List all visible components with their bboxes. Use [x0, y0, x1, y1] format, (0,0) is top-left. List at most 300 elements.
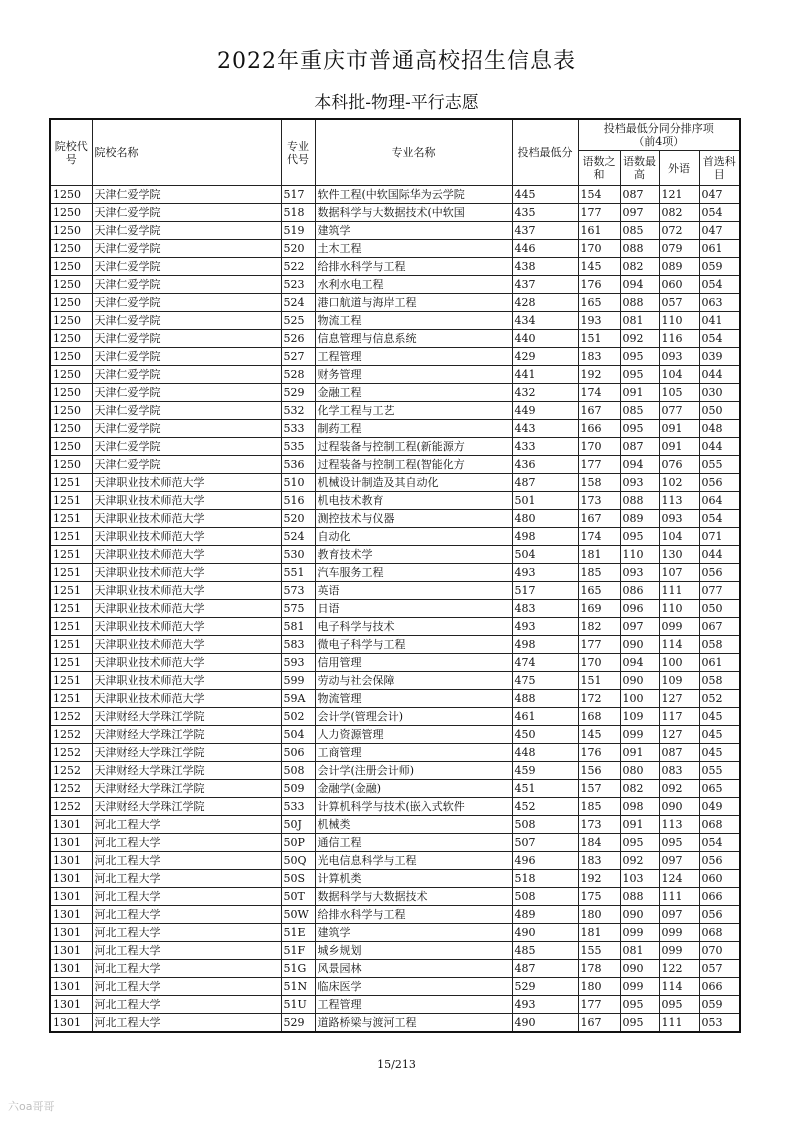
cell-foreign: 083 [659, 762, 699, 780]
cell-min-score: 490 [512, 924, 578, 942]
cell-major-code: 508 [281, 762, 315, 780]
cell-major-code: 50P [281, 834, 315, 852]
cell-chinese-math-max: 110 [620, 546, 659, 564]
cell-school-name: 天津财经大学珠江学院 [92, 708, 281, 726]
table-row [50, 258, 740, 276]
cell-school-name: 河北工程大学 [92, 960, 281, 978]
cell-chinese-math-sum: 167 [578, 1014, 620, 1033]
cell-foreign: 072 [659, 222, 699, 240]
table-row [50, 294, 740, 312]
cell-foreign: 104 [659, 366, 699, 384]
cell-major-code: 536 [281, 456, 315, 474]
cell-school-name: 天津仁爱学院 [92, 420, 281, 438]
cell-major-code: 51F [281, 942, 315, 960]
cell-chinese-math-max: 081 [620, 942, 659, 960]
cell-preferred-subject: 068 [699, 924, 740, 942]
table-row [50, 636, 740, 654]
cell-school-code: 1251 [50, 528, 92, 546]
cell-foreign: 114 [659, 636, 699, 654]
cell-major-name: 汽车服务工程 [315, 564, 512, 582]
cell-major-name: 微电子科学与工程 [315, 636, 512, 654]
cell-school-name: 天津财经大学珠江学院 [92, 726, 281, 744]
table-row [50, 690, 740, 708]
cell-school-code: 1251 [50, 582, 92, 600]
cell-min-score: 452 [512, 798, 578, 816]
cell-school-code: 1301 [50, 978, 92, 996]
cell-min-score: 508 [512, 888, 578, 906]
cell-major-code: 506 [281, 744, 315, 762]
cell-major-name: 物流工程 [315, 312, 512, 330]
cell-chinese-math-max: 082 [620, 780, 659, 798]
cell-chinese-math-max: 085 [620, 402, 659, 420]
table-row [50, 762, 740, 780]
cell-preferred-subject: 070 [699, 942, 740, 960]
cell-major-code: 599 [281, 672, 315, 690]
cell-major-name: 通信工程 [315, 834, 512, 852]
table-row [50, 672, 740, 690]
cell-major-name: 金融学(金融) [315, 780, 512, 798]
cell-major-name: 数据科学与大数据技术(中软国 [315, 204, 512, 222]
cell-chinese-math-max: 094 [620, 456, 659, 474]
cell-min-score: 437 [512, 276, 578, 294]
cell-chinese-math-sum: 166 [578, 420, 620, 438]
cell-school-code: 1301 [50, 888, 92, 906]
cell-min-score: 496 [512, 852, 578, 870]
cell-preferred-subject: 050 [699, 402, 740, 420]
cell-chinese-math-sum: 151 [578, 330, 620, 348]
cell-preferred-subject: 054 [699, 204, 740, 222]
cell-chinese-math-sum: 175 [578, 888, 620, 906]
cell-major-name: 金融工程 [315, 384, 512, 402]
cell-school-code: 1301 [50, 1014, 92, 1033]
table-row [50, 780, 740, 798]
table-row [50, 888, 740, 906]
cell-preferred-subject: 050 [699, 600, 740, 618]
cell-preferred-subject: 061 [699, 240, 740, 258]
cell-min-score: 474 [512, 654, 578, 672]
cell-chinese-math-max: 092 [620, 852, 659, 870]
cell-major-code: 532 [281, 402, 315, 420]
table-row [50, 312, 740, 330]
cell-school-name: 天津仁爱学院 [92, 222, 281, 240]
cell-major-name: 给排水科学与工程 [315, 906, 512, 924]
cell-chinese-math-max: 087 [620, 438, 659, 456]
cell-school-code: 1250 [50, 276, 92, 294]
cell-major-code: 51G [281, 960, 315, 978]
cell-chinese-math-max: 099 [620, 978, 659, 996]
cell-foreign: 097 [659, 906, 699, 924]
cell-preferred-subject: 056 [699, 906, 740, 924]
cell-min-score: 441 [512, 366, 578, 384]
cell-school-name: 河北工程大学 [92, 852, 281, 870]
cell-chinese-math-max: 095 [620, 996, 659, 1014]
table-row [50, 1014, 740, 1033]
cell-school-name: 天津职业技术师范大学 [92, 654, 281, 672]
cell-school-code: 1301 [50, 852, 92, 870]
cell-school-code: 1251 [50, 600, 92, 618]
cell-major-code: 593 [281, 654, 315, 672]
cell-school-code: 1301 [50, 834, 92, 852]
cell-preferred-subject: 057 [699, 960, 740, 978]
cell-school-name: 天津职业技术师范大学 [92, 492, 281, 510]
cell-preferred-subject: 066 [699, 888, 740, 906]
cell-major-code: 519 [281, 222, 315, 240]
header-foreign-language: 外语 [659, 151, 699, 186]
cell-school-code: 1301 [50, 816, 92, 834]
cell-chinese-math-sum: 154 [578, 186, 620, 204]
cell-school-code: 1250 [50, 258, 92, 276]
cell-min-score: 517 [512, 582, 578, 600]
cell-major-code: 526 [281, 330, 315, 348]
cell-school-code: 1250 [50, 384, 92, 402]
cell-foreign: 121 [659, 186, 699, 204]
cell-foreign: 127 [659, 726, 699, 744]
cell-chinese-math-max: 094 [620, 276, 659, 294]
cell-major-name: 建筑学 [315, 924, 512, 942]
cell-foreign: 109 [659, 672, 699, 690]
cell-preferred-subject: 054 [699, 276, 740, 294]
cell-min-score: 440 [512, 330, 578, 348]
cell-chinese-math-max: 095 [620, 834, 659, 852]
cell-chinese-math-sum: 170 [578, 240, 620, 258]
cell-chinese-math-max: 088 [620, 240, 659, 258]
cell-preferred-subject: 061 [699, 654, 740, 672]
cell-foreign: 100 [659, 654, 699, 672]
table-row [50, 942, 740, 960]
table-body [50, 186, 740, 1033]
cell-school-code: 1301 [50, 942, 92, 960]
cell-major-name: 港口航道与海岸工程 [315, 294, 512, 312]
cell-foreign: 110 [659, 312, 699, 330]
cell-foreign: 091 [659, 420, 699, 438]
cell-major-code: 583 [281, 636, 315, 654]
cell-chinese-math-sum: 192 [578, 870, 620, 888]
cell-chinese-math-sum: 169 [578, 600, 620, 618]
cell-min-score: 450 [512, 726, 578, 744]
cell-min-score: 501 [512, 492, 578, 510]
cell-chinese-math-sum: 182 [578, 618, 620, 636]
cell-foreign: 116 [659, 330, 699, 348]
cell-min-score: 437 [512, 222, 578, 240]
cell-school-code: 1252 [50, 708, 92, 726]
cell-foreign: 117 [659, 708, 699, 726]
cell-foreign: 099 [659, 924, 699, 942]
cell-foreign: 095 [659, 834, 699, 852]
cell-school-name: 天津财经大学珠江学院 [92, 744, 281, 762]
cell-school-code: 1250 [50, 294, 92, 312]
cell-chinese-math-sum: 180 [578, 906, 620, 924]
cell-major-name: 软件工程(中软国际华为云学院 [315, 186, 512, 204]
cell-preferred-subject: 056 [699, 474, 740, 492]
cell-chinese-math-sum: 193 [578, 312, 620, 330]
cell-major-code: 527 [281, 348, 315, 366]
cell-school-code: 1250 [50, 222, 92, 240]
cell-preferred-subject: 065 [699, 780, 740, 798]
cell-school-name: 河北工程大学 [92, 1014, 281, 1033]
cell-chinese-math-max: 090 [620, 672, 659, 690]
cell-school-name: 河北工程大学 [92, 888, 281, 906]
cell-school-name: 天津仁爱学院 [92, 330, 281, 348]
cell-chinese-math-max: 097 [620, 204, 659, 222]
header-chinese-math-max: 语数最高 [620, 151, 659, 186]
cell-major-name: 光电信息科学与工程 [315, 852, 512, 870]
cell-min-score: 432 [512, 384, 578, 402]
cell-foreign: 099 [659, 942, 699, 960]
cell-school-code: 1250 [50, 312, 92, 330]
cell-school-name: 天津仁爱学院 [92, 258, 281, 276]
cell-preferred-subject: 058 [699, 636, 740, 654]
cell-foreign: 090 [659, 798, 699, 816]
cell-school-code: 1252 [50, 780, 92, 798]
cell-foreign: 113 [659, 492, 699, 510]
cell-school-name: 天津职业技术师范大学 [92, 546, 281, 564]
cell-chinese-math-max: 086 [620, 582, 659, 600]
cell-school-name: 天津职业技术师范大学 [92, 564, 281, 582]
cell-preferred-subject: 047 [699, 186, 740, 204]
cell-preferred-subject: 053 [699, 1014, 740, 1033]
cell-major-name: 工程管理 [315, 348, 512, 366]
cell-major-name: 机电技术教育 [315, 492, 512, 510]
cell-chinese-math-max: 089 [620, 510, 659, 528]
cell-major-name: 风景园林 [315, 960, 512, 978]
cell-major-code: 517 [281, 186, 315, 204]
cell-preferred-subject: 045 [699, 708, 740, 726]
cell-chinese-math-max: 092 [620, 330, 659, 348]
cell-school-name: 天津职业技术师范大学 [92, 582, 281, 600]
cell-foreign: 092 [659, 780, 699, 798]
cell-min-score: 507 [512, 834, 578, 852]
header-school-name: 院校名称 [92, 119, 281, 186]
cell-chinese-math-max: 103 [620, 870, 659, 888]
cell-foreign: 107 [659, 564, 699, 582]
cell-major-code: 51U [281, 996, 315, 1014]
cell-school-code: 1252 [50, 726, 92, 744]
cell-chinese-math-sum: 145 [578, 258, 620, 276]
page-title: 2022年重庆市普通高校招生信息表 [217, 49, 576, 74]
cell-chinese-math-sum: 177 [578, 456, 620, 474]
cell-major-name: 工程管理 [315, 996, 512, 1014]
cell-major-code: 525 [281, 312, 315, 330]
cell-school-code: 1251 [50, 636, 92, 654]
cell-school-code: 1301 [50, 996, 92, 1014]
header-chinese-math-sum: 语数之和 [578, 151, 620, 186]
cell-preferred-subject: 067 [699, 618, 740, 636]
cell-major-code: 581 [281, 618, 315, 636]
cell-chinese-math-sum: 151 [578, 672, 620, 690]
cell-major-name: 自动化 [315, 528, 512, 546]
cell-major-code: 533 [281, 798, 315, 816]
cell-major-name: 过程装备与控制工程(新能源方 [315, 438, 512, 456]
cell-major-name: 土木工程 [315, 240, 512, 258]
cell-preferred-subject: 045 [699, 744, 740, 762]
table-row [50, 798, 740, 816]
cell-chinese-math-max: 094 [620, 654, 659, 672]
header-tiebreak-title: 投档最低分同分排序项 [603, 122, 714, 135]
cell-major-code: 50J [281, 816, 315, 834]
cell-preferred-subject: 060 [699, 870, 740, 888]
cell-chinese-math-sum: 172 [578, 690, 620, 708]
cell-chinese-math-sum: 173 [578, 816, 620, 834]
cell-preferred-subject: 071 [699, 528, 740, 546]
table-row [50, 366, 740, 384]
cell-foreign: 091 [659, 438, 699, 456]
cell-min-score: 490 [512, 1014, 578, 1033]
cell-preferred-subject: 054 [699, 330, 740, 348]
cell-school-code: 1301 [50, 924, 92, 942]
cell-chinese-math-sum: 178 [578, 960, 620, 978]
table-row [50, 996, 740, 1014]
cell-chinese-math-sum: 165 [578, 582, 620, 600]
cell-chinese-math-max: 090 [620, 960, 659, 978]
cell-school-name: 河北工程大学 [92, 816, 281, 834]
cell-chinese-math-max: 097 [620, 618, 659, 636]
cell-school-code: 1251 [50, 672, 92, 690]
cell-chinese-math-max: 088 [620, 888, 659, 906]
cell-chinese-math-sum: 145 [578, 726, 620, 744]
cell-school-name: 天津仁爱学院 [92, 438, 281, 456]
table-row [50, 240, 740, 258]
cell-major-code: 50W [281, 906, 315, 924]
cell-chinese-math-max: 087 [620, 186, 659, 204]
cell-chinese-math-max: 093 [620, 474, 659, 492]
cell-school-name: 河北工程大学 [92, 942, 281, 960]
cell-preferred-subject: 044 [699, 546, 740, 564]
header-major-code: 专业代号 [281, 119, 315, 186]
cell-school-code: 1250 [50, 456, 92, 474]
cell-foreign: 076 [659, 456, 699, 474]
cell-school-code: 1251 [50, 492, 92, 510]
cell-school-code: 1301 [50, 870, 92, 888]
cell-preferred-subject: 048 [699, 420, 740, 438]
cell-major-code: 575 [281, 600, 315, 618]
cell-min-score: 508 [512, 816, 578, 834]
cell-min-score: 504 [512, 546, 578, 564]
cell-min-score: 436 [512, 456, 578, 474]
cell-foreign: 114 [659, 978, 699, 996]
cell-chinese-math-max: 085 [620, 222, 659, 240]
cell-min-score: 493 [512, 564, 578, 582]
cell-major-code: 50T [281, 888, 315, 906]
cell-major-name: 建筑学 [315, 222, 512, 240]
cell-major-code: 529 [281, 1014, 315, 1033]
cell-school-name: 天津仁爱学院 [92, 240, 281, 258]
cell-chinese-math-max: 090 [620, 906, 659, 924]
cell-school-name: 天津仁爱学院 [92, 276, 281, 294]
cell-min-score: 449 [512, 402, 578, 420]
cell-preferred-subject: 044 [699, 366, 740, 384]
cell-school-code: 1251 [50, 546, 92, 564]
cell-foreign: 124 [659, 870, 699, 888]
table-row [50, 816, 740, 834]
cell-major-code: 50Q [281, 852, 315, 870]
cell-school-name: 天津职业技术师范大学 [92, 528, 281, 546]
cell-min-score: 487 [512, 960, 578, 978]
cell-min-score: 480 [512, 510, 578, 528]
cell-chinese-math-sum: 176 [578, 276, 620, 294]
cell-preferred-subject: 047 [699, 222, 740, 240]
cell-major-name: 信息管理与信息系统 [315, 330, 512, 348]
cell-major-code: 516 [281, 492, 315, 510]
table-row [50, 510, 740, 528]
cell-major-name: 劳动与社会保障 [315, 672, 512, 690]
cell-foreign: 102 [659, 474, 699, 492]
cell-major-name: 会计学(注册会计师) [315, 762, 512, 780]
cell-major-name: 测控技术与仪器 [315, 510, 512, 528]
cell-school-code: 1250 [50, 420, 92, 438]
cell-chinese-math-sum: 183 [578, 852, 620, 870]
cell-school-name: 天津仁爱学院 [92, 456, 281, 474]
cell-chinese-math-max: 096 [620, 600, 659, 618]
cell-school-name: 天津职业技术师范大学 [92, 510, 281, 528]
cell-school-code: 1251 [50, 474, 92, 492]
cell-school-code: 1250 [50, 438, 92, 456]
cell-chinese-math-max: 088 [620, 294, 659, 312]
cell-major-code: 520 [281, 510, 315, 528]
cell-major-code: 50S [281, 870, 315, 888]
cell-chinese-math-sum: 168 [578, 708, 620, 726]
table-row [50, 330, 740, 348]
cell-chinese-math-sum: 158 [578, 474, 620, 492]
header-school-code: 院校代号 [50, 119, 92, 186]
cell-chinese-math-max: 081 [620, 312, 659, 330]
cell-min-score: 433 [512, 438, 578, 456]
cell-school-code: 1301 [50, 960, 92, 978]
cell-school-name: 天津仁爱学院 [92, 402, 281, 420]
cell-foreign: 127 [659, 690, 699, 708]
header-min-score: 投档最低分 [512, 119, 578, 186]
cell-chinese-math-max: 080 [620, 762, 659, 780]
table-row [50, 402, 740, 420]
cell-preferred-subject: 054 [699, 510, 740, 528]
cell-major-name: 物流管理 [315, 690, 512, 708]
cell-preferred-subject: 030 [699, 384, 740, 402]
cell-foreign: 110 [659, 600, 699, 618]
cell-chinese-math-max: 090 [620, 636, 659, 654]
cell-major-code: 504 [281, 726, 315, 744]
cell-chinese-math-sum: 174 [578, 528, 620, 546]
cell-chinese-math-sum: 165 [578, 294, 620, 312]
cell-chinese-math-max: 091 [620, 816, 659, 834]
cell-preferred-subject: 066 [699, 978, 740, 996]
cell-chinese-math-sum: 155 [578, 942, 620, 960]
cell-foreign: 095 [659, 996, 699, 1014]
cell-major-name: 给排水科学与工程 [315, 258, 512, 276]
cell-min-score: 459 [512, 762, 578, 780]
cell-major-name: 水利水电工程 [315, 276, 512, 294]
cell-major-code: 510 [281, 474, 315, 492]
watermark-logo: 六oa哥哥 [8, 1100, 55, 1113]
cell-min-score: 488 [512, 690, 578, 708]
cell-chinese-math-sum: 156 [578, 762, 620, 780]
cell-foreign: 093 [659, 348, 699, 366]
table-row [50, 456, 740, 474]
cell-min-score: 485 [512, 942, 578, 960]
table-row [50, 960, 740, 978]
cell-major-code: 51N [281, 978, 315, 996]
cell-chinese-math-sum: 177 [578, 204, 620, 222]
cell-major-name: 数据科学与大数据技术 [315, 888, 512, 906]
cell-school-name: 天津仁爱学院 [92, 186, 281, 204]
cell-preferred-subject: 044 [699, 438, 740, 456]
cell-min-score: 448 [512, 744, 578, 762]
cell-min-score: 483 [512, 600, 578, 618]
cell-chinese-math-sum: 185 [578, 564, 620, 582]
cell-preferred-subject: 055 [699, 456, 740, 474]
cell-preferred-subject: 049 [699, 798, 740, 816]
cell-preferred-subject: 041 [699, 312, 740, 330]
cell-preferred-subject: 056 [699, 564, 740, 582]
table-row [50, 186, 740, 204]
